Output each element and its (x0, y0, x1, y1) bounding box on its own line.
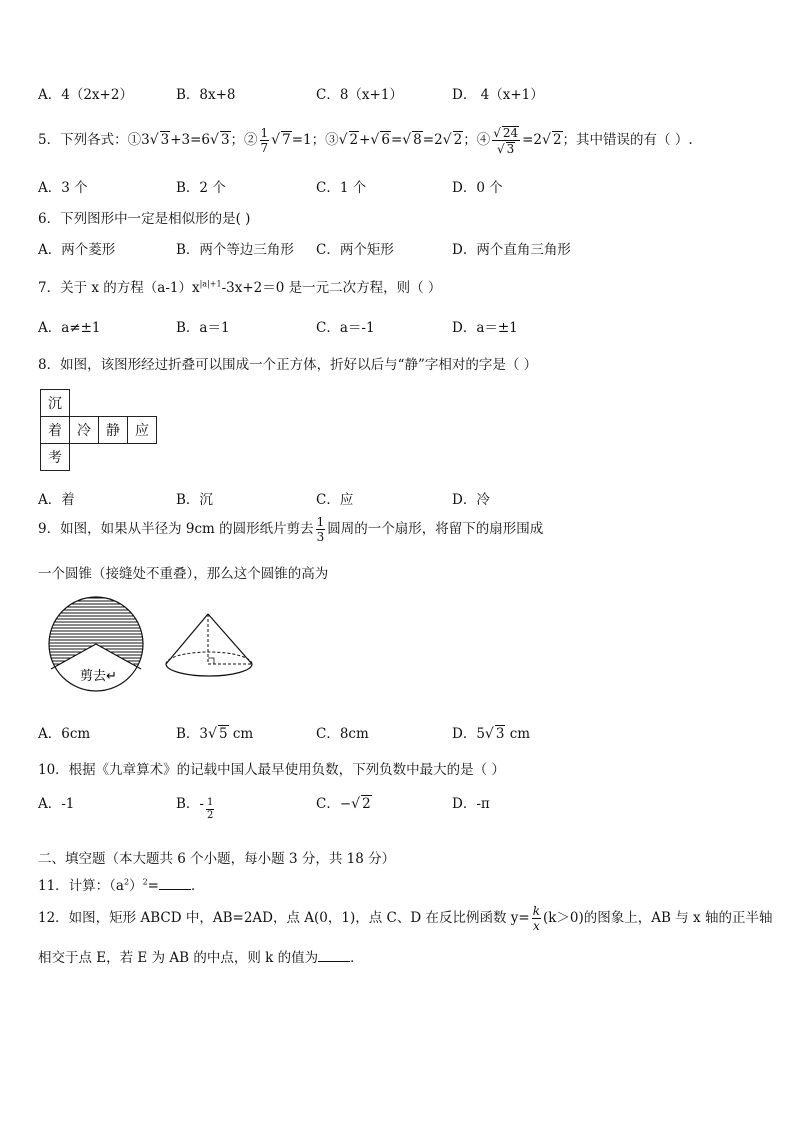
q7-option-d: D．a＝±1 (452, 320, 518, 336)
q8-option-a: A．着 (38, 492, 75, 508)
hatched-sector (38, 594, 156, 700)
q8-stem: 8．如图，该图形经过折叠可以围成一个正方体，折好以后与“静”字相对的字是（ ） (38, 357, 538, 373)
q9-option-a: A．6cm (38, 726, 91, 742)
cube-net-figure (40, 389, 157, 471)
net-cell-ying: 应 (128, 417, 157, 444)
q8-option-b: B．沉 (176, 492, 213, 508)
q9-stem-line2: 一个圆锥（接缝处不重叠），那么这个圆锥的高为 (38, 566, 329, 582)
q10-option-b: B．- $\frac{1}{2}$ (176, 796, 214, 821)
q6-option-b: B．两个等边三角形 (176, 242, 294, 258)
cut-circle-figure (38, 594, 156, 700)
section-2-title: 二、填空题（本大题共 6 个小题，每小题 3 分，共 18 分） (38, 851, 396, 867)
net-cell-chen: 沉 (41, 390, 70, 417)
q5-option-c: C．1 个 (316, 180, 367, 196)
q11-stem: 11．计算：$(a^2)^2=$ ． (38, 877, 205, 894)
net-cell-leng: 冷 (70, 417, 99, 444)
q7-option-b: B．a＝1 (176, 320, 230, 336)
q9-option-b: B．3√ 5 cm (176, 726, 254, 742)
q9-option-d: D．5√ 3 cm (452, 726, 531, 742)
q8-option-d: D．冷 (452, 492, 490, 508)
q7-stem: 7．关于 x 的方程$(a-1)x^{|a|+1}-3x+2=0$ 是一元二次方程，则（ ） (38, 279, 442, 296)
q9-option-c: C．8cm (316, 726, 369, 742)
q7-option-a: A．a≠±1 (38, 320, 101, 336)
q5-option-d: D．0 个 (452, 180, 503, 196)
q4-option-d: D． 4（x+1） (452, 87, 544, 103)
net-cell-jing: 静 (99, 417, 128, 444)
q5-option-a: A．3 个 (38, 180, 88, 196)
q6-option-a: A．两个菱形 (38, 242, 116, 258)
net-cell-kao: 考 (41, 444, 70, 471)
q10-option-c: C．−√ 2 (316, 796, 371, 812)
q4-option-c: C．8（x+1） (316, 87, 403, 103)
cut-label: 剪去↵ (80, 669, 117, 684)
q8-option-c: C．应 (316, 492, 354, 508)
q4-option-b: B．8x+8 (176, 87, 236, 103)
q7-option-c: C．a＝-1 (316, 320, 375, 336)
q10-stem: 10．根据《九章算术》的记载中国人最早使用负数，下列负数中最大的是（ ） (38, 762, 505, 778)
q6-option-c: C．两个矩形 (316, 242, 394, 258)
q5-stem: 5．下列各式：①3√ 3+3=6√ 3；② $\frac{1}{7}$ √ 7=1；③√ 2+√ 6=√ 8=2√ 2；④ $\frac{√ 24}{√ 3}$ =2√ 2；其中错误的有（ ）. (38, 126, 693, 156)
net-cell-zhe: 着 (41, 417, 70, 444)
q6-stem: 6．下列图形中一定是相似形的是( ) (38, 211, 251, 227)
q10-option-a: A．-1 (38, 796, 75, 812)
q6-option-d: D．两个直角三角形 (452, 242, 571, 258)
q12-answer-blank[interactable] (318, 961, 350, 962)
q12-stem: 12．如图，矩形 ABCD 中，AB=2AD，点 A(0，1)，点 C、D 在反比例函数 y= $\frac{k}{x}$ (k＞0)的图象上，AB 与 x 轴的正半轴 (38, 904, 773, 933)
q10-option-d: D．-π (452, 796, 490, 812)
q5-option-b: B．2 个 (176, 180, 226, 196)
q4-option-a: A．4（2x+2） (38, 87, 133, 103)
q11-answer-blank[interactable] (159, 889, 191, 890)
q12-stem-line2: 相交于点 E，若 E 为 AB 的中点，则 k 的值为 ． (38, 950, 364, 966)
cone-figure (160, 610, 260, 684)
q9-stem: 9．如图，如果从半径为 9cm 的圆形纸片剪去 $\frac{1}{3}$ 圆周的一个扇形，将留下的扇形围成 (38, 515, 544, 544)
